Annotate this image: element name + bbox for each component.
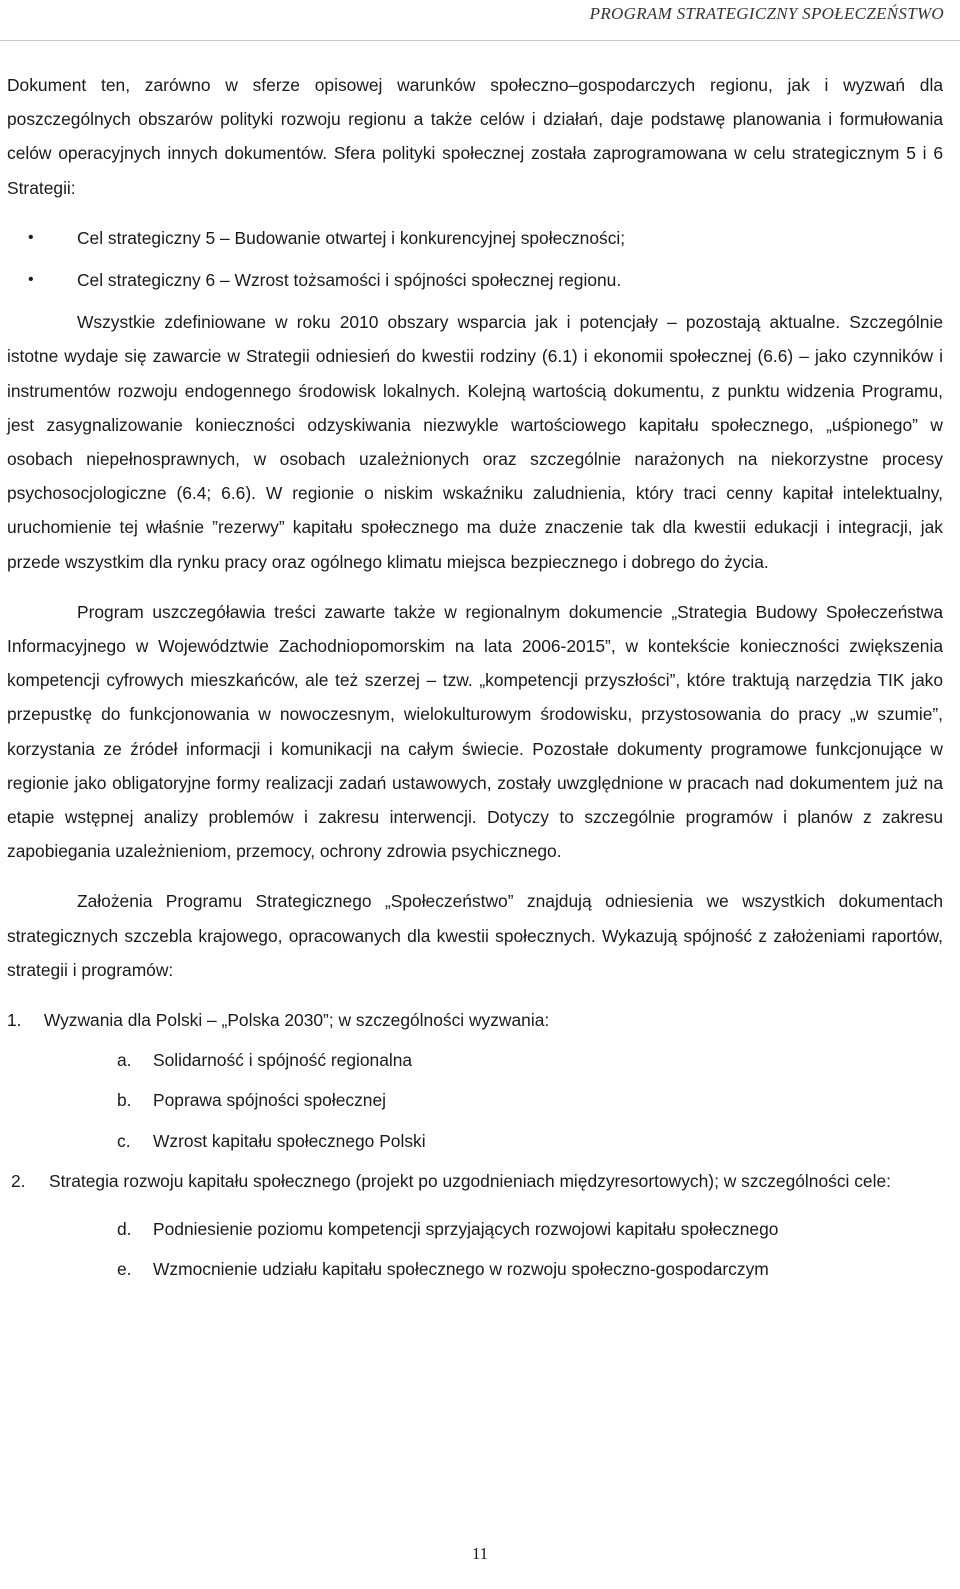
item-text: Strategia rozwoju kapitału społecznego (projekt po uzgodnieniach międzyresortowych); w szczególności cele: [49, 1170, 891, 1191]
numbered-item-1 [7, 1003, 943, 1037]
item-number: 1. [7, 1010, 22, 1031]
numbered-item-2 [7, 1164, 943, 1198]
list-item [7, 1043, 943, 1077]
sublist [7, 1212, 943, 1286]
running-header: PROGRAM STRATEGICZNY SPOŁECZEŃSTWO [589, 4, 944, 23]
sub-text: Wzmocnienie udziału kapitału społecznego w rozwoju społeczno-gospodarczym [153, 1259, 769, 1280]
paragraph-program: Program uszczegóławia treści zawarte także w regionalnym dokumencie „Strategia Budowy Społeczeństwa Informacyjnego w Województwie Zachodniopomorskim na lata 2006-2015”, w kontekście konieczności zwiększenia kompetencji cyfrowych mieszkańców, ale też szerzej – tzw. „kompetencji przyszłości”, które traktują narzędzia TIK jako przepustkę do funkcjonowania w nowoczesnym, wielokulturowym środowisku, przystosowania do pracy „w szumie”, korzystania ze źródeł informacji i komunikacji na całym świecie. Pozostałe dokumenty programowe funkcjonujące w regionie jako obligatoryjne formy realizacji zadań ustawowych, zostały uwzględnione w pracach nad dokumentem już na etapie wstępnej analizy problemów i zakresu interwencji. Dotyczy to szczególnie programów i planów z zakresu zapobiegania uzależnieniom, przemocy, ochrony zdrowia psychicznego. [7, 601, 943, 862]
item-text: Wyzwania dla Polski – „Polska 2030”; w szczególności wyzwania: [43, 1010, 550, 1031]
sub-label: a. [117, 1050, 132, 1071]
list-item [7, 1252, 943, 1286]
list-item: • Cel strategiczny 6 – Wzrost tożsamości i spójności społecznej regionu. [7, 263, 943, 297]
list-item: • Cel strategiczny 5 – Budowanie otwartej i konkurencyjnej społeczności; [7, 221, 943, 255]
paragraph-assumptions: Założenia Programu Strategicznego „Społeczeństwo” znajdują odniesienia we wszystkich dokumentach strategicznych szczebla krajowego, opracowanych dla kwestii społecznych. Wykazują spójność z założeniami raportów, strategii i programów: [7, 891, 943, 980]
sublist [7, 1043, 943, 1158]
header-divider [0, 40, 960, 41]
paragraph-areas: Wszystkie zdefiniowane w roku 2010 obszary wsparcia jak i potencjały – pozostają aktualne. Szczególnie istotne wydaje się zawarcie w Strategii odniesień do kwestii rodziny (6.1) i ekonomii społecznej (6.6) – jako czynników i instrumentów rozwoju endogennego środowisk lokalnych. Kolejną wartością dokumentu, z punktu widzenia Programu, jest zasygnalizowanie konieczności odzyskiwania niezwykle wartościowego kapitału społecznego, „uśpionego” w osobach niepełnosprawnych, w osobach uzależnionych oraz szczególnie narażonych na niekorzystne procesy psychosocjologiczne (6.4; 6.6). W regionie o niskim wskaźniku zaludnienia, który traci cenny kapitał intelektualny, uruchomienie tej właśnie ”rezerwy” kapitału społecznego ma duże znaczenie tak dla kwestii edukacji i integracji, jak przede wszystkim dla rynku pracy oraz ogólnego klimatu miejsca bezpiecznego i dobrego do życia. [7, 312, 943, 572]
list-item [7, 1212, 943, 1246]
sub-label: b. [117, 1090, 132, 1111]
strategic-goals-list [7, 221, 943, 297]
page-number: 11 [471, 1544, 489, 1563]
sub-text: Solidarność i spójność regionalna [153, 1050, 413, 1071]
sub-label: e. [117, 1259, 132, 1280]
document-body [7, 68, 943, 1293]
numbered-list [7, 1003, 943, 1286]
item-number: 2. [11, 1170, 26, 1191]
sub-label: d. [117, 1219, 132, 1240]
paragraph-intro: Dokument ten, zarówno w sferze opisowej warunków społeczno–gospodarczych regionu, jak i wyzwań dla poszczególnych obszarów polityki rozwoju regionu a także celów i działań, daje podstawę planowania i formułowania celów operacyjnych innych dokumentów. Sfera polityki społecznej została zaprogramowana w celu strategicznym 5 i 6 Strategii: [7, 75, 943, 198]
sub-text: Poprawa spójności społecznej [153, 1090, 386, 1111]
list-item [7, 1124, 943, 1158]
list-item [7, 1083, 943, 1117]
sub-text: Podniesienie poziomu kompetencji sprzyjających rozwojowi kapitału społecznego [153, 1219, 779, 1240]
sub-label: c. [117, 1130, 131, 1151]
sub-text: Wzrost kapitału społecznego Polski [153, 1130, 426, 1151]
